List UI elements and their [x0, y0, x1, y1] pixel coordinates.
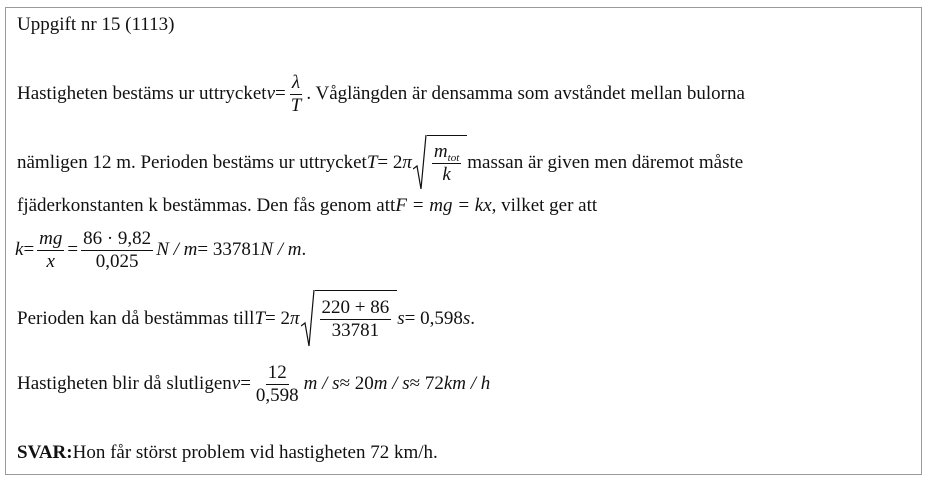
- line-k-calculation: [15, 221, 306, 279]
- symbol-v: v: [231, 373, 241, 394]
- line-final-velocity: [17, 354, 490, 414]
- symbol-T: T: [366, 152, 378, 173]
- line-period-formula: [17, 132, 743, 194]
- symbol-m: m: [433, 141, 448, 163]
- numerator: 220 + 86: [321, 297, 390, 319]
- fraction-lambda-over-T: [289, 73, 304, 116]
- denominator: 33781: [331, 320, 380, 341]
- unit: N / m: [156, 239, 198, 260]
- fraction-mass-over-k: [320, 298, 392, 341]
- approx: ≈ 72: [409, 373, 444, 394]
- answer-text: Hon får störst problem vid hastigheten 72 km/h.: [72, 442, 438, 463]
- fraction-mg-over-x: [37, 229, 64, 272]
- denominator: k: [442, 164, 451, 185]
- numerator: mg: [39, 227, 63, 249]
- fraction-numeric: [81, 229, 153, 272]
- symbol-T: T: [254, 308, 266, 329]
- text: Hastigheten blir då slutligen: [17, 373, 232, 394]
- symbol-k: k: [15, 239, 24, 260]
- equals-two: = 2: [265, 308, 290, 329]
- text: . Våglängden är densamma som avståndet mellan bulorna: [306, 83, 745, 104]
- numerator: 86 · 9,82: [83, 227, 152, 249]
- symbol-pi: π: [402, 152, 412, 173]
- unit: N / m: [260, 239, 302, 260]
- radical-sign-icon: [301, 290, 315, 348]
- line-period-result: [17, 288, 475, 350]
- equals: =: [240, 373, 251, 394]
- problem-title: [17, 11, 174, 39]
- problem-title-text: Uppgift nr 15 (1113): [17, 14, 175, 35]
- result: = 0,598: [404, 308, 463, 329]
- denominator: 0,025: [95, 250, 139, 272]
- period: .: [470, 308, 476, 329]
- text: massan är given men däremot måste: [467, 152, 744, 173]
- fraction-m-tot-over-k: [432, 142, 461, 185]
- result: = 33781: [197, 239, 261, 260]
- equals: =: [275, 83, 286, 104]
- root-body: [427, 135, 467, 191]
- line-velocity-formula: [17, 64, 745, 124]
- equals: =: [23, 239, 35, 260]
- solution-box: [5, 7, 922, 475]
- equals-two: = 2: [377, 152, 403, 173]
- line-spring-constant: [17, 191, 597, 221]
- answer-line: [17, 438, 438, 468]
- symbol-pi: π: [290, 308, 300, 329]
- period: .: [301, 239, 307, 260]
- unit-s: s: [397, 308, 405, 329]
- fraction-12-over-period: [254, 363, 301, 406]
- radical-sign-icon: [413, 135, 427, 191]
- square-root: [301, 290, 398, 348]
- unit: m / s: [373, 373, 410, 394]
- root-body: [315, 290, 398, 348]
- numerator: [432, 142, 461, 164]
- denominator: T: [290, 94, 302, 116]
- symbol-v: v: [266, 83, 276, 104]
- text: nämligen 12 m. Perioden bestäms ur uttrycket: [17, 152, 367, 173]
- equation-F-mg-kx: F = mg = kx: [395, 195, 492, 216]
- equals: =: [67, 239, 79, 260]
- unit-s: s: [462, 308, 471, 329]
- numerator: 12: [267, 361, 287, 383]
- text: , vilket ger att: [491, 195, 598, 216]
- approx: ≈ 20: [339, 373, 374, 394]
- denominator: 0,598: [255, 384, 299, 406]
- numerator: λ: [291, 71, 301, 93]
- subscript-tot: tot: [447, 152, 460, 165]
- text: fjäderkonstanten k bestämmas. Den fås genom att: [17, 195, 396, 216]
- text: Perioden kan då bestämmas till: [17, 308, 255, 329]
- unit: m / s: [303, 373, 340, 394]
- text: Hastigheten bestäms ur uttrycket: [17, 83, 267, 104]
- unit: km / h: [443, 373, 491, 394]
- denominator: x: [46, 250, 55, 272]
- square-root: [413, 135, 467, 191]
- answer-label: SVAR:: [17, 442, 73, 463]
